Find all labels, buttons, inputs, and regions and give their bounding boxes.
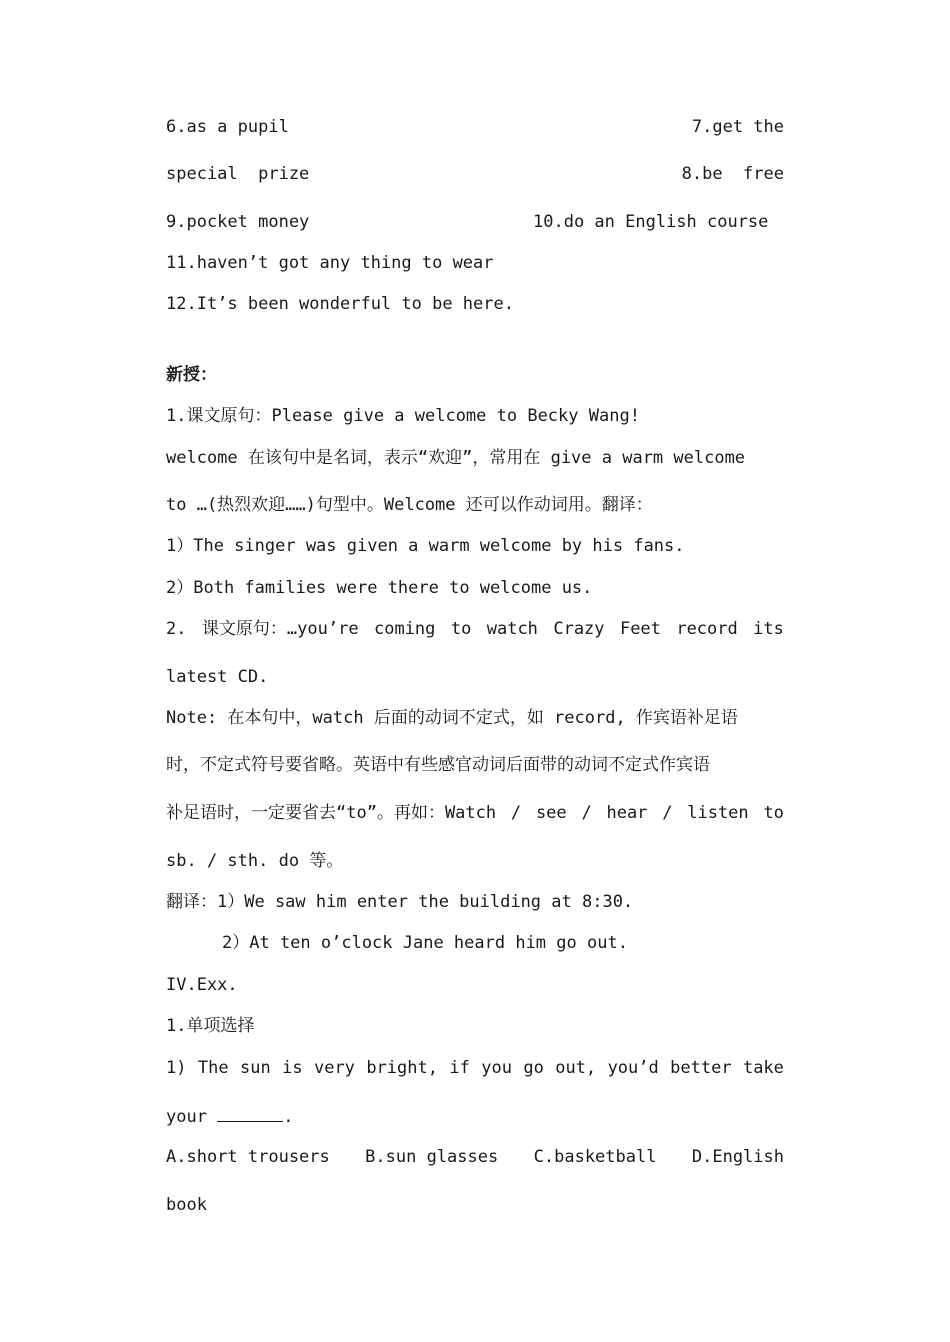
word: very	[313, 1058, 355, 1078]
point2-note-line4: sb. / sth. do 等。	[166, 851, 344, 871]
question-1-line2	[166, 1105, 293, 1128]
point2-translation2: 2）At ten o’clock Jane heard him go out.	[222, 933, 628, 953]
point2-title-line2: latest CD.	[166, 667, 269, 687]
option-b: B.sun glasses	[365, 1147, 499, 1167]
question-text: your	[166, 1107, 218, 1127]
word: coming	[373, 619, 436, 639]
point2-note-line2: 时，不定式符号要省略。英语中有些感官动词后面带的动词不定式作宾语	[166, 755, 710, 775]
point2-note-line3	[166, 802, 784, 824]
word: better	[670, 1058, 732, 1078]
word: 1)	[166, 1058, 187, 1078]
word: take	[742, 1058, 784, 1078]
phrase-item-11: 11.haven’t got any thing to wear	[166, 253, 494, 273]
option-c: C.basketball	[533, 1147, 657, 1167]
word: 课文原句：…you’re	[201, 619, 359, 639]
word: see	[535, 803, 567, 823]
word: listen	[687, 803, 749, 823]
word: is	[282, 1058, 303, 1078]
phrase-item-12: 12.It’s been wonderful to be here.	[166, 294, 514, 314]
word: its	[753, 619, 784, 639]
word: record	[676, 619, 738, 639]
phrase-item-6: 6.as a pupil	[166, 117, 289, 137]
exercises-heading: IV.Exx.	[166, 975, 238, 995]
option-a: A.short trousers	[166, 1147, 330, 1167]
word: you	[481, 1058, 512, 1078]
word: sun	[239, 1058, 271, 1078]
word: 补足语时，一定要省去“to”。再如：Watch	[166, 803, 497, 823]
question-punctuation: .	[283, 1107, 294, 1127]
point1-explain-line2: to …(热烈欢迎……)句型中。Welcome 还可以作动词用。翻译：	[166, 495, 653, 515]
new-lesson-heading: 新授：	[166, 365, 217, 385]
point2-note-line1: Note: 在本句中，watch 后面的动词不定式，如 record, 作宾语补足语	[166, 708, 738, 728]
phrase-item-10: 10.do an English course	[533, 212, 769, 232]
word: you’d	[607, 1058, 659, 1078]
point2-title	[166, 618, 784, 640]
option-d-continued: book	[166, 1195, 207, 1215]
word: Feet	[619, 619, 661, 639]
word: go	[523, 1058, 544, 1078]
word: out,	[555, 1058, 597, 1078]
word: bright,	[366, 1058, 438, 1078]
word: /	[662, 803, 673, 823]
word: The	[197, 1058, 229, 1078]
point2-translation1: 翻译：1）We saw him enter the building at 8:30.	[166, 892, 634, 912]
word: if	[449, 1058, 470, 1078]
word: Crazy	[553, 619, 605, 639]
point1-title: 1.课文原句：Please give a welcome to Becky Wang!	[166, 406, 640, 426]
word: hear	[606, 803, 648, 823]
phrase-item-7-continued: special prize	[166, 164, 310, 184]
phrase-item-9: 9.pocket money	[166, 212, 310, 232]
point1-example2: 2）Both families were there to welcome us.	[166, 578, 593, 598]
word: /	[510, 803, 522, 823]
word: to	[763, 803, 784, 823]
question-1-options	[166, 1146, 784, 1168]
word: to	[450, 619, 472, 639]
answer-blank	[217, 1105, 283, 1122]
word: /	[581, 803, 592, 823]
phrase-item-8: 8.be free	[681, 164, 784, 184]
point1-explain-line1: welcome 在该句中是名词，表示“欢迎”，常用在 give a warm welcome	[166, 448, 746, 468]
point1-example1: 1）The singer was given a warm welcome by his fans.	[166, 536, 685, 556]
phrase-item-7: 7.get the	[691, 117, 784, 137]
option-d: D.English	[691, 1147, 784, 1167]
word: 2.	[166, 619, 187, 639]
question-1-line1	[166, 1057, 784, 1079]
exercise-section-1: 1.单项选择	[166, 1016, 255, 1036]
word: watch	[486, 619, 538, 639]
